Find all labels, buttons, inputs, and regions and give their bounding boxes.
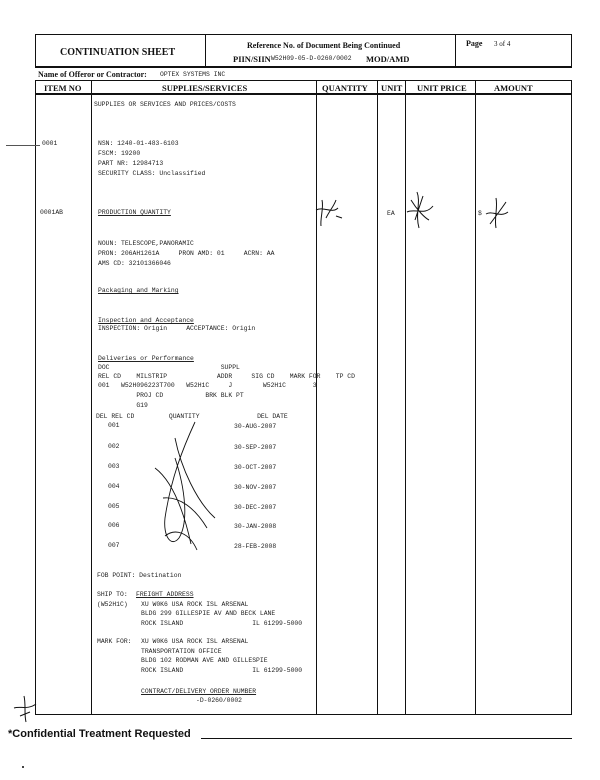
col-line-unit	[405, 80, 406, 715]
proj-value: G19	[98, 402, 148, 409]
amount-signature-mark	[482, 196, 514, 230]
item-no-0001ab: 0001AB	[40, 209, 64, 216]
confidential-underline	[201, 738, 572, 739]
ams-cd-line: AMS CD: 32101366046	[98, 260, 171, 267]
delivery-date: 30-NOV-2007	[234, 484, 277, 491]
mark-for-line-3: BLDG 102 RODMAN AVE AND GILLESPIE	[141, 657, 268, 664]
piin-label: PIIN/SIIN	[233, 54, 271, 64]
ship-to-title: FREIGHT ADDRESS	[136, 591, 194, 598]
header-left-border	[35, 34, 36, 67]
packaging-title: Packaging and Marking	[98, 287, 179, 294]
confidential-notice: *Confidential Treatment Requested	[8, 728, 191, 740]
col-line-price	[475, 80, 476, 715]
fob-point: FOB POINT: Destination	[97, 572, 182, 579]
delivery-cd: 005	[108, 503, 120, 510]
delivery-cd: 007	[108, 542, 120, 549]
proj-line: PROJ CD BRK BLK PT	[98, 392, 244, 399]
page-label: Page	[466, 39, 483, 48]
doc-header-1: DOC SUPPL	[98, 364, 240, 371]
col-line-right	[571, 80, 572, 715]
fscm-line: FSCM: 19200	[98, 150, 141, 157]
mark-for-line-4: ROCK ISLAND IL 61299-5000	[141, 667, 303, 674]
header-right-border	[571, 34, 572, 67]
item-no-0001: 0001	[42, 140, 58, 147]
amount-dollar: $	[478, 210, 482, 217]
noun-line: NOUN: TELESCOPE,PANORAMIC	[98, 240, 194, 247]
ship-to-line-3: ROCK ISLAND IL 61299-5000	[141, 620, 303, 627]
delivery-cd: 002	[108, 443, 120, 450]
quantity-signature-mark	[312, 196, 350, 230]
header-divider-1	[205, 34, 206, 67]
doc-row: 001 W52H096223T700 W52H1C J W52H1C 3	[98, 382, 317, 389]
delivery-date: 30-OCT-2007	[234, 464, 277, 471]
colhead-bottom-border	[35, 93, 572, 95]
delivery-header: DEL REL CD QUANTITY DEL DATE	[96, 413, 288, 420]
part-nr-line: PART NR: 12984713	[98, 160, 164, 167]
inspection-title: Inspection and Acceptance	[98, 317, 194, 324]
header-divider-2	[455, 34, 456, 67]
ship-to-code: (W52H1C)	[97, 601, 128, 608]
deliveries-title: Deliveries or Performance	[98, 355, 194, 362]
ship-to-line-1: XU W0K6 USA ROCK ISL ARSENAL	[141, 601, 249, 608]
mod-amd-label: MOD/AMD	[366, 54, 410, 64]
delivery-date: 30-SEP-2007	[234, 444, 277, 451]
delivery-date: 30-DEC-2007	[234, 504, 277, 511]
col-line-services	[316, 80, 317, 715]
page-number: 3 of 4	[494, 40, 511, 48]
unit-price-signature-mark	[403, 190, 437, 230]
mark-for-line-1: XU W0K6 USA ROCK ISL ARSENAL	[141, 638, 249, 645]
ship-to-line-2: BLDG 299 GILLESPIE AV AND BECK LANE	[141, 610, 276, 617]
pron-line: PRON: 206AH1261A PRON AMD: 01 ACRN: AA	[98, 250, 275, 257]
inspection-line: INSPECTION: Origin ACCEPTANCE: Origin	[98, 325, 256, 332]
delivery-cd: 001	[108, 422, 120, 429]
reference-label: Reference No. of Document Being Continued	[247, 41, 401, 50]
security-class-line: SECURITY CLASS: Unclassified	[98, 170, 206, 177]
contract-title: CONTRACT/DELIVERY ORDER NUMBER	[141, 688, 257, 695]
mark-for-line-2: TRANSPORTATION OFFICE	[141, 648, 222, 655]
contract-value: -D-0260/0002	[196, 697, 243, 704]
mark-for-label: MARK FOR:	[97, 638, 132, 645]
page-speck	[22, 766, 24, 768]
piin-value: W52H09-05-D-0260/0002	[271, 55, 352, 62]
ship-to-label: SHIP TO:	[97, 591, 128, 598]
nsn-line: NSN: 1240-01-483-6103	[98, 140, 179, 147]
offeror-label: Name of Offeror or Contractor:	[38, 70, 147, 79]
col-line-item	[91, 80, 92, 715]
delivery-date: 30-AUG-2007	[234, 423, 277, 430]
header-top-border	[35, 34, 572, 35]
header-bottom-border	[35, 66, 572, 68]
unit-value: EA	[387, 210, 395, 217]
delivery-cd: 004	[108, 483, 120, 490]
col-quantity: QUANTITY	[322, 83, 368, 93]
delivery-quantity-signature	[135, 418, 225, 558]
production-quantity: PRODUCTION QUANTITY	[98, 209, 171, 216]
table-bottom-border	[35, 714, 572, 715]
doc-header-2: REL CD MILSTRIP ADDR SIG CD MARK FOR TP CD	[98, 373, 355, 380]
col-unit-price: UNIT PRICE	[417, 83, 467, 93]
item-leader-line	[6, 145, 40, 146]
margin-initials-mark	[10, 694, 40, 724]
offeror-value: OPTEX SYSTEMS INC	[160, 71, 226, 78]
col-unit: UNIT	[381, 83, 403, 93]
col-line-left	[35, 80, 36, 715]
delivery-date: 30-JAN-2008	[234, 523, 277, 530]
sheet-title: CONTINUATION SHEET	[60, 47, 176, 58]
col-line-quantity	[377, 80, 378, 715]
section-title: SUPPLIES OR SERVICES AND PRICES/COSTS	[94, 101, 236, 108]
offeror-bottom-border	[35, 80, 572, 81]
delivery-date: 28-FEB-2008	[234, 543, 277, 550]
col-supplies-services: SUPPLIES/SERVICES	[162, 83, 248, 93]
delivery-cd: 003	[108, 463, 120, 470]
delivery-cd: 006	[108, 522, 120, 529]
col-amount: AMOUNT	[494, 83, 533, 93]
col-item-no: ITEM NO	[44, 83, 82, 93]
